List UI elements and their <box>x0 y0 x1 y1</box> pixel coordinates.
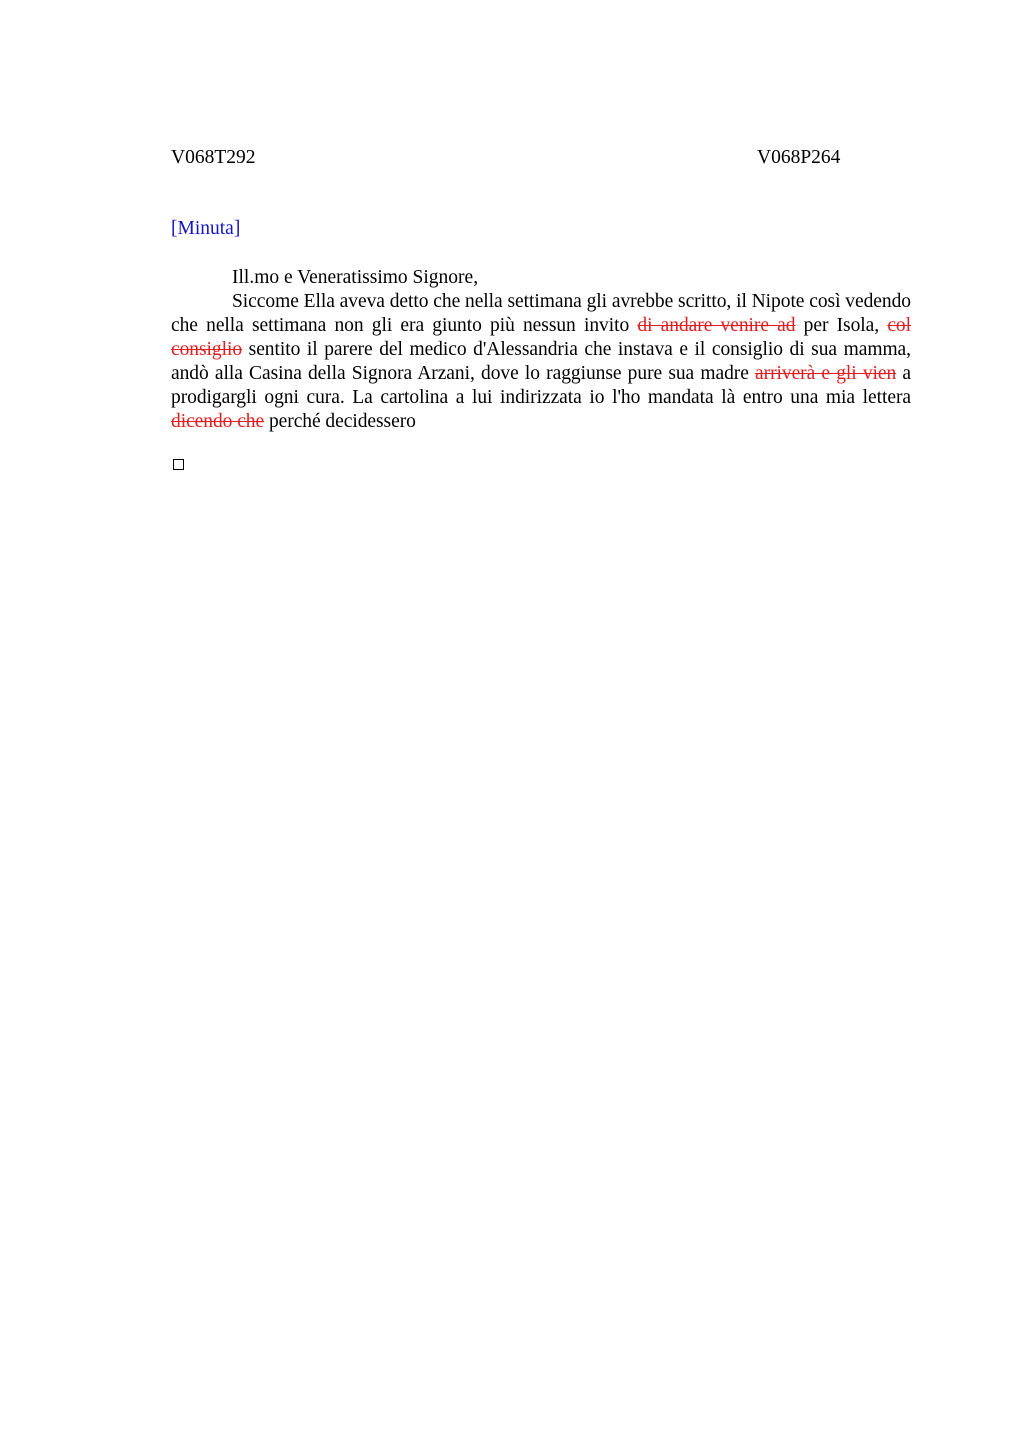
salutation: Ill.mo e Veneratissimo Signore, <box>232 267 479 288</box>
letter-paragraph <box>171 290 911 434</box>
text-segment: a prodigargli ogni cura. La cartolina a lui indirizzata io l'ho mandata là entro una mia lettera <box>171 363 911 408</box>
letter-body <box>171 266 911 434</box>
deleted-text: col consiglio <box>171 315 911 360</box>
deleted-text: di andare venire ad <box>637 315 796 336</box>
deleted-text: arriverà e gli vien <box>755 363 897 384</box>
text-segment: Siccome Ella aveva detto che nella settimana gli avrebbe scritto, il Nipote così vedendo che nella settimana non gli era giunto più nessun invito <box>171 291 911 336</box>
empty-checkbox[interactable] <box>173 459 184 470</box>
document-code-left: V068T292 <box>171 147 256 168</box>
text-segment: sentito il parere del medico d'Alessandria che instava e il consiglio di sua mamma, andò alla Casina della Signora Arzani, dove lo raggiunse pure sua madre <box>171 339 911 384</box>
text-segment: per Isola, <box>795 315 888 336</box>
document-page <box>171 0 911 1450</box>
draft-label: [Minuta] <box>171 218 241 239</box>
text-segment: perché decidessero <box>264 411 416 432</box>
document-code-right: V068P264 <box>757 147 841 168</box>
deleted-text: dicendo che <box>171 411 265 432</box>
